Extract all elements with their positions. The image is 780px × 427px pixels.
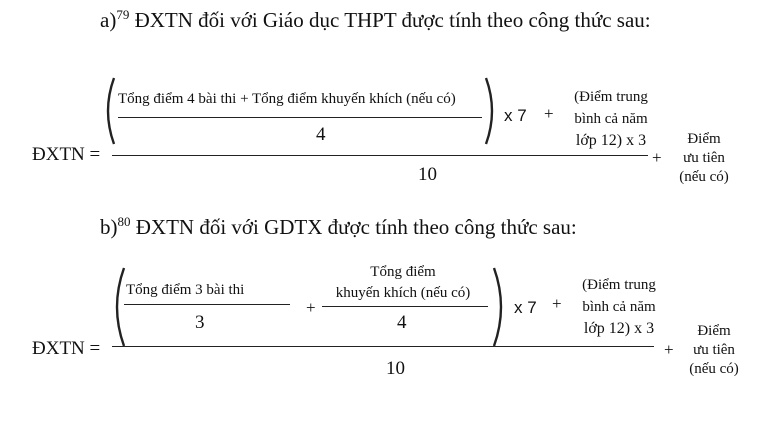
section-a-label: a) — [100, 8, 117, 32]
section-a-heading — [100, 8, 651, 33]
frac1-denominator-b: 3 — [195, 312, 205, 333]
priority-line3-b: (nếu có) — [689, 361, 739, 377]
inner-fraction-line-a — [118, 117, 482, 118]
outer-fraction-line-b — [112, 346, 654, 347]
priority-line3-a: (nếu có) — [679, 169, 729, 185]
plus-avg-a: + — [544, 104, 554, 123]
plus-avg-b: + — [552, 294, 562, 313]
right-paren-b — [492, 266, 510, 348]
inner-numerator-a: Tổng điểm 4 bài thi + Tổng điểm khuyến khích (nếu có) — [118, 91, 456, 107]
avg-line1-a: (Điểm trung — [574, 89, 648, 105]
priority-line1-a: Điểm — [687, 131, 721, 147]
times-seven-b: x 7 — [514, 298, 537, 317]
outer-denominator-b: 10 — [386, 358, 405, 379]
priority-line2-a: ưu tiên — [683, 150, 725, 166]
avg-line3-b: lớp 12) x 3 — [583, 320, 655, 337]
frac2-numerator-line2-b: khuyến khích (nếu có) — [335, 285, 471, 301]
frac2-numerator-b — [318, 262, 488, 304]
left-paren-a — [100, 76, 116, 146]
section-b-label: b) — [100, 215, 118, 239]
avg-line2-a: bình cả năm — [574, 111, 648, 127]
footnote-79: 79 — [116, 7, 130, 22]
plus-priority-b: + — [664, 340, 674, 359]
lhs-dxtn-b: ĐXTN = — [32, 338, 101, 359]
frac2-numerator-line1-b: Tổng điểm — [370, 264, 436, 280]
priority-line1-b: Điểm — [697, 323, 731, 339]
lhs-dxtn-a: ĐXTN = — [32, 144, 101, 165]
frac2-line-b — [322, 306, 488, 307]
outer-fraction-line-a — [112, 155, 648, 156]
priority-block-b — [676, 322, 752, 379]
section-b-heading — [100, 215, 577, 240]
inner-denominator-a: 4 — [316, 124, 326, 145]
avg-line3-a: lớp 12) x 3 — [575, 132, 647, 149]
outer-denominator-a: 10 — [418, 164, 437, 185]
priority-block-a — [666, 130, 742, 187]
avg-line1-b: (Điểm trung — [582, 277, 656, 293]
plus-priority-a: + — [652, 148, 662, 167]
plus-mid-b: + — [306, 298, 316, 317]
left-paren-b — [108, 266, 126, 348]
avg-block-b — [564, 274, 674, 340]
times-seven-a: x 7 — [504, 106, 527, 125]
frac1-line-b — [124, 304, 290, 305]
frac1-numerator-b: Tổng điểm 3 bài thi — [126, 282, 245, 298]
section-b-title: ĐXTN đối với GDTX được tính theo công thức sau: — [135, 215, 577, 239]
avg-block-a — [556, 86, 666, 152]
right-paren-a — [484, 76, 500, 146]
section-a-title: ĐXTN đối với Giáo dục THPT được tính theo công thức sau: — [134, 8, 651, 32]
avg-line2-b: bình cả năm — [582, 299, 656, 315]
footnote-80: 80 — [117, 214, 131, 229]
frac2-denominator-b: 4 — [397, 312, 407, 333]
priority-line2-b: ưu tiên — [693, 342, 735, 358]
